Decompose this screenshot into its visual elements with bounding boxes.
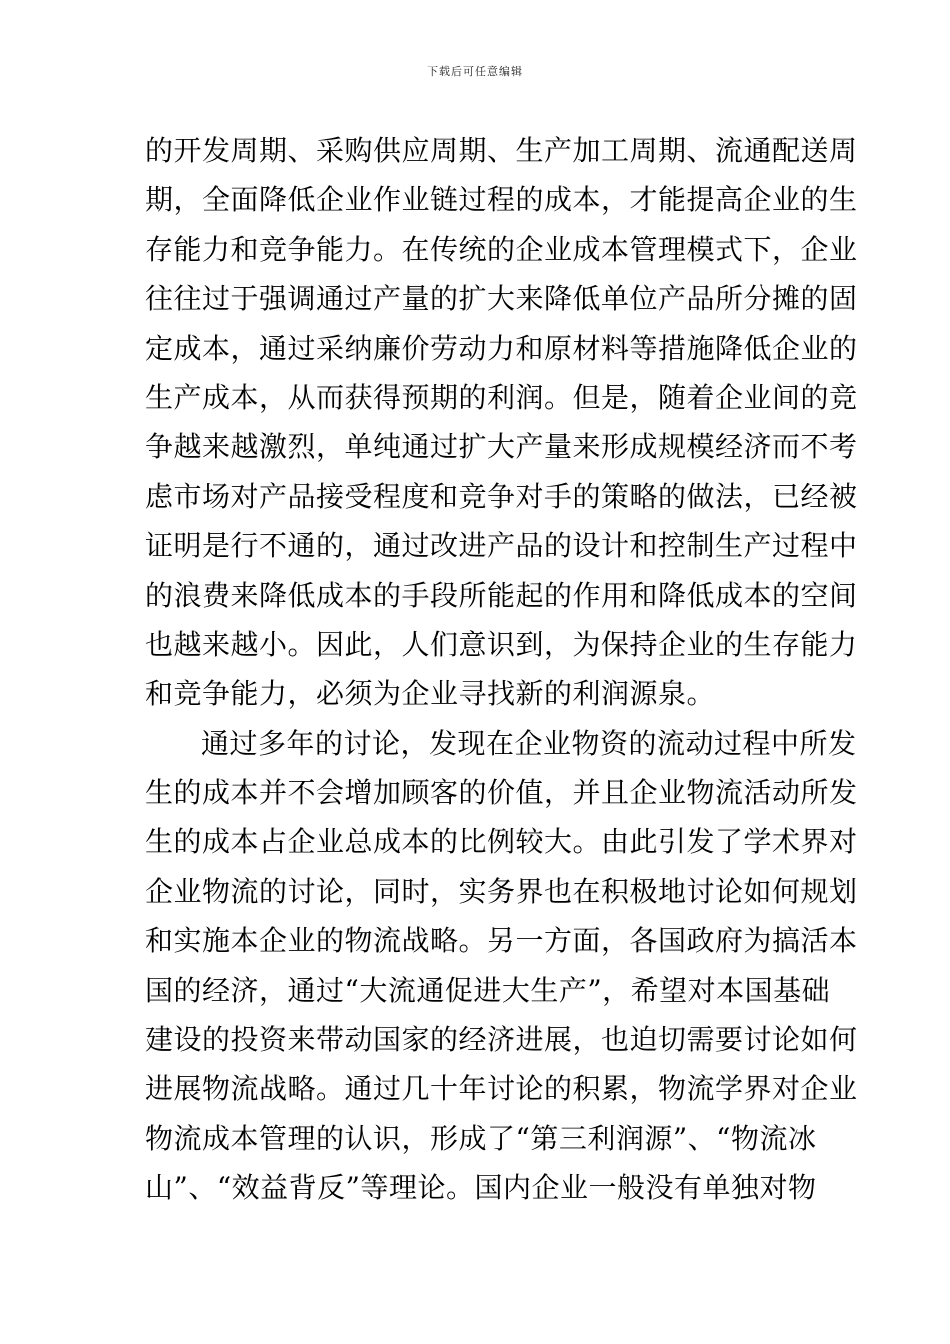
body-text bbox=[145, 126, 858, 1213]
text-line: 虑市场对产品接受程度和竞争对手的策略的做法，已经被 bbox=[145, 479, 858, 513]
text-line: 物流成本管理的认识，形成了“第三利润源”、“物流冰 bbox=[145, 1121, 817, 1155]
paragraph-1 bbox=[145, 126, 858, 719]
text-line: 生的成本并不会增加顾客的价值，并且企业物流活动所发 bbox=[145, 776, 858, 810]
text-line: 通过多年的讨论，发现在企业物资的流动过程中所发 bbox=[201, 726, 857, 760]
text-line: 山”、“效益背反”等理论。国内企业一般没有单独对物 bbox=[145, 1171, 817, 1205]
text-line: 生产成本，从而获得预期的利润。但是，随着企业间的竞 bbox=[145, 380, 858, 414]
text-line: 进展物流战略。通过几十年讨论的积累，物流学界对企业 bbox=[145, 1072, 858, 1106]
text-line: 和实施本企业的物流战略。另一方面，各国政府为搞活本 bbox=[145, 924, 858, 958]
text-line: 争越来越激烈，单纯通过扩大产量来形成规模经济而不考 bbox=[145, 430, 858, 464]
text-line: 企业物流的讨论，同时，实务界也在积极地讨论如何规划 bbox=[145, 874, 858, 908]
text-line: 建设的投资来带动国家的经济进展，也迫切需要讨论如何 bbox=[145, 1023, 858, 1057]
text-line: 定成本，通过采纳廉价劳动力和原材料等措施降低企业的 bbox=[145, 331, 858, 365]
paragraph-2 bbox=[145, 719, 858, 1213]
text-line: 证明是行不通的，通过改进产品的设计和控制生产过程中 bbox=[145, 529, 858, 563]
text-line: 的开发周期、采购供应周期、生产加工周期、流通配送周 bbox=[145, 134, 858, 167]
text-line: 的浪费来降低成本的手段所能起的作用和降低成本的空间 bbox=[145, 578, 858, 612]
text-line: 期，全面降低企业作业链过程的成本，才能提高企业的生 bbox=[145, 183, 858, 217]
text-line: 国的经济，通过“大流通促进大生产”，希望对本国基础 bbox=[145, 973, 831, 1007]
page-header: 下载后可任意编辑 bbox=[427, 65, 523, 78]
text-line: 也越来越小。因此，人们意识到，为保持企业的生存能力 bbox=[145, 627, 858, 661]
text-line: 和竞争能力，必须为企业寻找新的利润源泉。 bbox=[145, 677, 716, 711]
text-line: 生的成本占企业总成本的比例较大。由此引发了学术界对 bbox=[145, 825, 858, 859]
text-line: 往往过于强调通过产量的扩大来降低单位产品所分摊的固 bbox=[145, 282, 858, 316]
text-line: 存能力和竞争能力。在传统的企业成本管理模式下，企业 bbox=[145, 232, 858, 266]
